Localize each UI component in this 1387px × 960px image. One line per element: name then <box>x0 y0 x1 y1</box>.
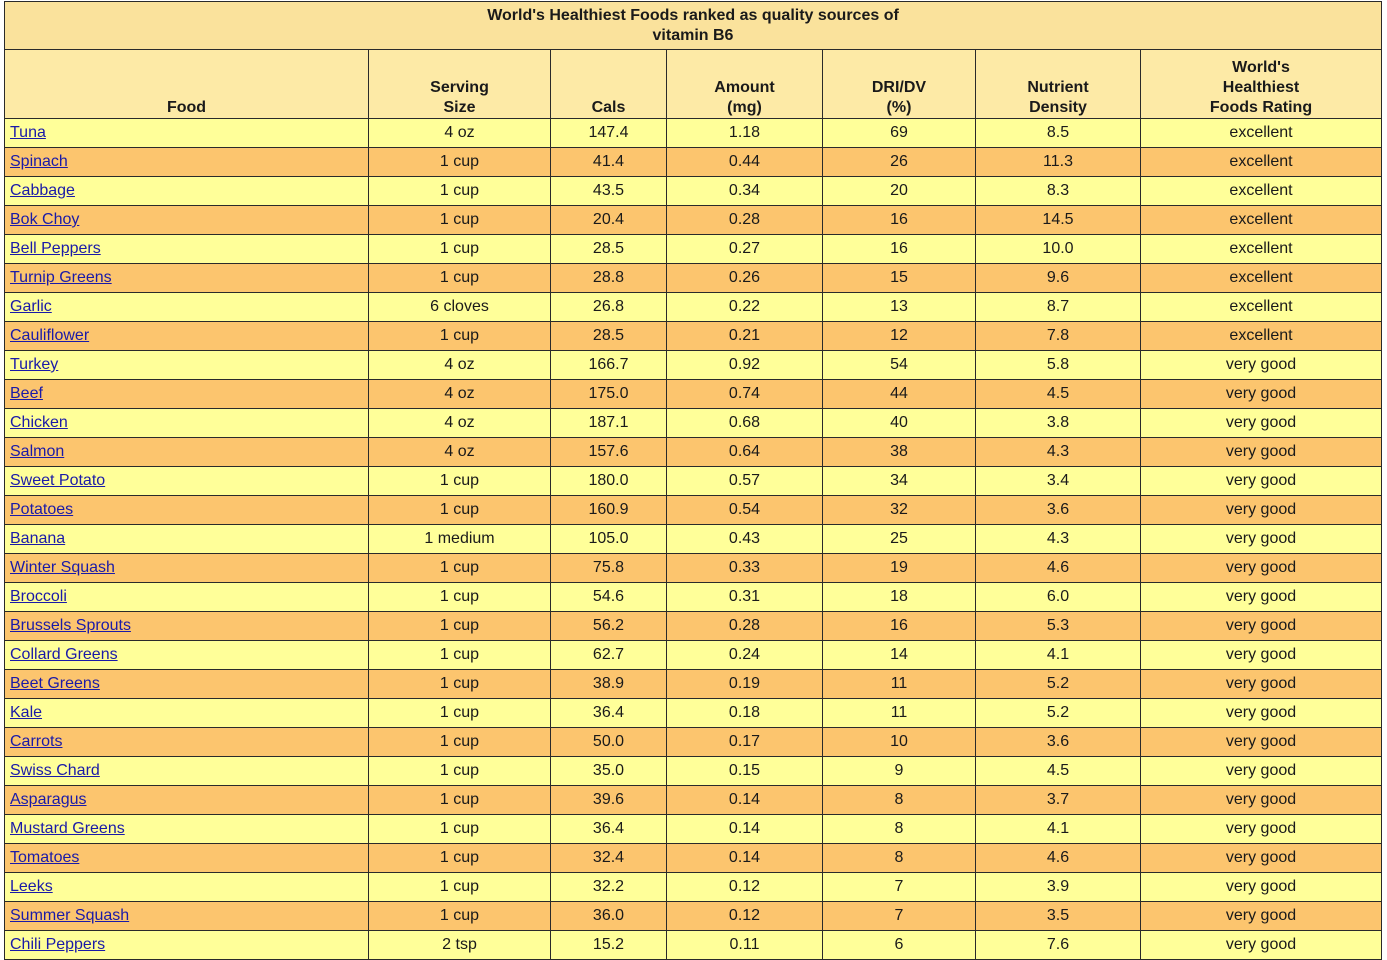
food-link[interactable]: Sweet Potato <box>10 472 106 489</box>
food-cell <box>5 119 369 148</box>
nutrient-density-cell: 11.3 <box>976 148 1141 177</box>
amount-cell: 0.26 <box>667 264 823 293</box>
nutrient-density-cell: 5.2 <box>976 670 1141 699</box>
food-link[interactable]: Garlic <box>10 298 52 315</box>
nutrient-density-cell: 7.6 <box>976 931 1141 960</box>
calories-cell: 166.7 <box>551 351 667 380</box>
food-link[interactable]: Beef <box>10 385 43 402</box>
table-row <box>5 525 1382 554</box>
calories-cell: 157.6 <box>551 438 667 467</box>
food-link[interactable]: Beet Greens <box>10 675 100 692</box>
serving-size-cell: 1 cup <box>369 844 551 873</box>
rating-cell: excellent <box>1141 264 1382 293</box>
vitamin-b6-table <box>4 1 1382 960</box>
dri-dv-cell: 6 <box>823 931 976 960</box>
food-cell <box>5 438 369 467</box>
food-cell <box>5 235 369 264</box>
serving-size-cell: 1 cup <box>369 235 551 264</box>
table-row <box>5 322 1382 351</box>
table-title-line2: vitamin B6 <box>652 26 734 44</box>
rating-cell: very good <box>1141 844 1382 873</box>
rating-cell: very good <box>1141 612 1382 641</box>
nutrient-density-cell: 4.3 <box>976 438 1141 467</box>
food-cell <box>5 293 369 322</box>
food-cell <box>5 844 369 873</box>
calories-cell: 56.2 <box>551 612 667 641</box>
rating-cell: very good <box>1141 583 1382 612</box>
serving-size-cell: 1 cup <box>369 177 551 206</box>
nutrient-density-cell: 14.5 <box>976 206 1141 235</box>
dri-dv-cell: 7 <box>823 902 976 931</box>
amount-cell: 0.54 <box>667 496 823 525</box>
table-body <box>5 119 1382 960</box>
dri-dv-cell: 34 <box>823 467 976 496</box>
food-cell <box>5 728 369 757</box>
amount-cell: 0.74 <box>667 380 823 409</box>
dri-dv-cell: 54 <box>823 351 976 380</box>
amount-cell: 0.92 <box>667 351 823 380</box>
serving-size-cell: 2 tsp <box>369 931 551 960</box>
nutrient-density-cell: 3.6 <box>976 728 1141 757</box>
food-link[interactable]: Turnip Greens <box>10 269 112 286</box>
food-cell <box>5 757 369 786</box>
serving-size-cell: 1 cup <box>369 902 551 931</box>
serving-size-cell: 1 cup <box>369 496 551 525</box>
serving-size-cell: 4 oz <box>369 438 551 467</box>
table-row <box>5 931 1382 960</box>
calories-cell: 36.4 <box>551 699 667 728</box>
table-row <box>5 496 1382 525</box>
rating-cell: excellent <box>1141 119 1382 148</box>
nutrient-density-cell: 3.5 <box>976 902 1141 931</box>
nutrient-density-cell: 4.5 <box>976 757 1141 786</box>
dri-dv-cell: 15 <box>823 264 976 293</box>
nutrient-density-cell: 4.1 <box>976 641 1141 670</box>
table-row <box>5 264 1382 293</box>
serving-size-cell: 4 oz <box>369 409 551 438</box>
serving-size-cell: 4 oz <box>369 119 551 148</box>
nutrient-density-cell: 4.5 <box>976 380 1141 409</box>
serving-size-cell: 1 cup <box>369 670 551 699</box>
food-link[interactable]: Chicken <box>10 414 68 431</box>
dri-dv-cell: 8 <box>823 844 976 873</box>
amount-cell: 0.44 <box>667 148 823 177</box>
amount-cell: 0.17 <box>667 728 823 757</box>
amount-cell: 0.12 <box>667 873 823 902</box>
rating-cell: very good <box>1141 699 1382 728</box>
calories-cell: 28.5 <box>551 235 667 264</box>
amount-cell: 1.18 <box>667 119 823 148</box>
serving-size-cell: 1 cup <box>369 786 551 815</box>
rating-cell: excellent <box>1141 322 1382 351</box>
serving-size-cell: 1 cup <box>369 873 551 902</box>
food-link[interactable]: Cabbage <box>10 182 75 199</box>
calories-cell: 41.4 <box>551 148 667 177</box>
rating-cell: very good <box>1141 757 1382 786</box>
dri-dv-cell: 14 <box>823 641 976 670</box>
serving-size-cell: 1 cup <box>369 583 551 612</box>
amount-cell: 0.19 <box>667 670 823 699</box>
food-link[interactable]: Spinach <box>10 153 68 170</box>
dri-dv-cell: 13 <box>823 293 976 322</box>
food-cell <box>5 322 369 351</box>
calories-cell: 36.0 <box>551 902 667 931</box>
food-link[interactable]: Winter Squash <box>10 559 115 576</box>
table-title <box>5 2 1382 50</box>
amount-cell: 0.31 <box>667 583 823 612</box>
amount-cell: 0.14 <box>667 786 823 815</box>
food-cell <box>5 583 369 612</box>
table-row <box>5 612 1382 641</box>
table-row <box>5 844 1382 873</box>
food-link[interactable]: Tomatoes <box>10 849 80 866</box>
calories-cell: 26.8 <box>551 293 667 322</box>
amount-cell: 0.33 <box>667 554 823 583</box>
header-serving-size: Serving Size <box>369 50 551 119</box>
amount-cell: 0.18 <box>667 699 823 728</box>
rating-cell: very good <box>1141 525 1382 554</box>
dri-dv-cell: 40 <box>823 409 976 438</box>
amount-cell: 0.34 <box>667 177 823 206</box>
calories-cell: 43.5 <box>551 177 667 206</box>
dri-dv-cell: 18 <box>823 583 976 612</box>
amount-cell: 0.11 <box>667 931 823 960</box>
food-link[interactable]: Broccoli <box>10 588 67 605</box>
amount-cell: 0.68 <box>667 409 823 438</box>
table-row <box>5 699 1382 728</box>
rating-cell: very good <box>1141 380 1382 409</box>
amount-cell: 0.14 <box>667 844 823 873</box>
table-row <box>5 786 1382 815</box>
serving-size-cell: 1 cup <box>369 757 551 786</box>
serving-size-cell: 1 medium <box>369 525 551 554</box>
nutrient-density-cell: 3.8 <box>976 409 1141 438</box>
dri-dv-cell: 8 <box>823 815 976 844</box>
serving-size-cell: 6 cloves <box>369 293 551 322</box>
table-row <box>5 235 1382 264</box>
table-row <box>5 757 1382 786</box>
table-title-line1: World's Healthiest Foods ranked as quality sources of <box>487 6 899 24</box>
food-link[interactable]: Brussels Sprouts <box>10 617 131 634</box>
serving-size-cell: 1 cup <box>369 554 551 583</box>
calories-cell: 20.4 <box>551 206 667 235</box>
dri-dv-cell: 20 <box>823 177 976 206</box>
calories-cell: 28.5 <box>551 322 667 351</box>
calories-cell: 105.0 <box>551 525 667 554</box>
header-amount: Amount (mg) <box>667 50 823 119</box>
amount-cell: 0.27 <box>667 235 823 264</box>
dri-dv-cell: 69 <box>823 119 976 148</box>
food-cell <box>5 873 369 902</box>
food-link[interactable]: Summer Squash <box>10 907 130 924</box>
food-cell <box>5 699 369 728</box>
nutrient-density-cell: 3.6 <box>976 496 1141 525</box>
food-link[interactable]: Tuna <box>10 124 46 141</box>
table-row <box>5 177 1382 206</box>
dri-dv-cell: 16 <box>823 612 976 641</box>
table-row <box>5 873 1382 902</box>
calories-cell: 15.2 <box>551 931 667 960</box>
calories-cell: 160.9 <box>551 496 667 525</box>
nutrient-density-cell: 5.8 <box>976 351 1141 380</box>
nutrient-density-cell: 3.7 <box>976 786 1141 815</box>
calories-cell: 175.0 <box>551 380 667 409</box>
serving-size-cell: 1 cup <box>369 641 551 670</box>
amount-cell: 0.12 <box>667 902 823 931</box>
table-row <box>5 148 1382 177</box>
nutrient-table-container <box>4 1 1381 960</box>
rating-cell: very good <box>1141 931 1382 960</box>
rating-cell: very good <box>1141 554 1382 583</box>
food-cell <box>5 612 369 641</box>
food-cell <box>5 902 369 931</box>
calories-cell: 187.1 <box>551 409 667 438</box>
rating-cell: excellent <box>1141 206 1382 235</box>
calories-cell: 62.7 <box>551 641 667 670</box>
dri-dv-cell: 25 <box>823 525 976 554</box>
food-link[interactable]: Kale <box>10 704 43 721</box>
food-link[interactable]: Leeks <box>10 878 53 895</box>
table-row <box>5 351 1382 380</box>
rating-cell: very good <box>1141 670 1382 699</box>
table-row <box>5 438 1382 467</box>
dri-dv-cell: 26 <box>823 148 976 177</box>
food-link[interactable]: Cauliflower <box>10 327 90 344</box>
rating-cell: very good <box>1141 786 1382 815</box>
calories-cell: 75.8 <box>551 554 667 583</box>
dri-dv-cell: 12 <box>823 322 976 351</box>
nutrient-density-cell: 4.1 <box>976 815 1141 844</box>
food-cell <box>5 351 369 380</box>
food-cell <box>5 409 369 438</box>
serving-size-cell: 1 cup <box>369 612 551 641</box>
nutrient-density-cell: 4.6 <box>976 844 1141 873</box>
nutrient-density-cell: 8.7 <box>976 293 1141 322</box>
food-link[interactable]: Chili Peppers <box>10 936 106 953</box>
rating-cell: very good <box>1141 438 1382 467</box>
table-row <box>5 902 1382 931</box>
header-cals: Cals <box>551 50 667 119</box>
rating-cell: very good <box>1141 467 1382 496</box>
food-link[interactable]: Collard Greens <box>10 646 118 663</box>
amount-cell: 0.22 <box>667 293 823 322</box>
nutrient-density-cell: 5.2 <box>976 699 1141 728</box>
serving-size-cell: 4 oz <box>369 380 551 409</box>
table-row <box>5 119 1382 148</box>
food-cell <box>5 815 369 844</box>
food-link[interactable]: Turkey <box>10 356 59 373</box>
food-cell <box>5 380 369 409</box>
dri-dv-cell: 11 <box>823 670 976 699</box>
dri-dv-cell: 38 <box>823 438 976 467</box>
food-cell <box>5 148 369 177</box>
food-link[interactable]: Bell Peppers <box>10 240 101 257</box>
amount-cell: 0.43 <box>667 525 823 554</box>
rating-cell: very good <box>1141 641 1382 670</box>
dri-dv-cell: 11 <box>823 699 976 728</box>
food-link[interactable]: Asparagus <box>10 791 87 808</box>
rating-cell: very good <box>1141 902 1382 931</box>
amount-cell: 0.64 <box>667 438 823 467</box>
calories-cell: 35.0 <box>551 757 667 786</box>
calories-cell: 54.6 <box>551 583 667 612</box>
food-cell <box>5 931 369 960</box>
dri-dv-cell: 44 <box>823 380 976 409</box>
serving-size-cell: 1 cup <box>369 322 551 351</box>
rating-cell: very good <box>1141 496 1382 525</box>
food-cell <box>5 670 369 699</box>
calories-cell: 28.8 <box>551 264 667 293</box>
dri-dv-cell: 9 <box>823 757 976 786</box>
food-link[interactable]: Swiss Chard <box>10 762 100 779</box>
table-row <box>5 206 1382 235</box>
rating-cell: very good <box>1141 873 1382 902</box>
food-cell <box>5 467 369 496</box>
dri-dv-cell: 32 <box>823 496 976 525</box>
header-nutrient-density: Nutrient Density <box>976 50 1141 119</box>
rating-cell: very good <box>1141 728 1382 757</box>
calories-cell: 36.4 <box>551 815 667 844</box>
calories-cell: 32.4 <box>551 844 667 873</box>
amount-cell: 0.28 <box>667 206 823 235</box>
serving-size-cell: 1 cup <box>369 467 551 496</box>
dri-dv-cell: 16 <box>823 206 976 235</box>
nutrient-density-cell: 3.4 <box>976 467 1141 496</box>
nutrient-density-cell: 9.6 <box>976 264 1141 293</box>
food-cell <box>5 786 369 815</box>
rating-cell: excellent <box>1141 235 1382 264</box>
nutrient-density-cell: 5.3 <box>976 612 1141 641</box>
dri-dv-cell: 19 <box>823 554 976 583</box>
serving-size-cell: 1 cup <box>369 728 551 757</box>
nutrient-density-cell: 8.5 <box>976 119 1141 148</box>
food-link[interactable]: Potatoes <box>10 501 74 518</box>
table-row <box>5 815 1382 844</box>
nutrient-density-cell: 4.3 <box>976 525 1141 554</box>
food-cell <box>5 264 369 293</box>
calories-cell: 32.2 <box>551 873 667 902</box>
nutrient-density-cell: 7.8 <box>976 322 1141 351</box>
serving-size-cell: 1 cup <box>369 264 551 293</box>
nutrient-density-cell: 6.0 <box>976 583 1141 612</box>
header-food: Food <box>5 50 369 119</box>
table-row <box>5 554 1382 583</box>
rating-cell: very good <box>1141 409 1382 438</box>
table-row <box>5 641 1382 670</box>
food-cell <box>5 641 369 670</box>
amount-cell: 0.14 <box>667 815 823 844</box>
dri-dv-cell: 16 <box>823 235 976 264</box>
header-dri-dv: DRI/DV (%) <box>823 50 976 119</box>
rating-cell: very good <box>1141 815 1382 844</box>
food-cell <box>5 206 369 235</box>
calories-cell: 147.4 <box>551 119 667 148</box>
amount-cell: 0.21 <box>667 322 823 351</box>
serving-size-cell: 1 cup <box>369 815 551 844</box>
rating-cell: excellent <box>1141 293 1382 322</box>
nutrient-density-cell: 4.6 <box>976 554 1141 583</box>
table-row <box>5 467 1382 496</box>
table-row <box>5 670 1382 699</box>
food-link[interactable]: Bok Choy <box>10 211 80 228</box>
calories-cell: 39.6 <box>551 786 667 815</box>
food-link[interactable]: Salmon <box>10 443 65 460</box>
dri-dv-cell: 10 <box>823 728 976 757</box>
serving-size-cell: 1 cup <box>369 699 551 728</box>
rating-cell: excellent <box>1141 177 1382 206</box>
food-link[interactable]: Mustard Greens <box>10 820 125 837</box>
nutrient-density-cell: 8.3 <box>976 177 1141 206</box>
amount-cell: 0.15 <box>667 757 823 786</box>
calories-cell: 180.0 <box>551 467 667 496</box>
calories-cell: 38.9 <box>551 670 667 699</box>
serving-size-cell: 1 cup <box>369 148 551 177</box>
food-link[interactable]: Carrots <box>10 733 63 750</box>
table-row <box>5 293 1382 322</box>
table-row <box>5 409 1382 438</box>
rating-cell: very good <box>1141 351 1382 380</box>
food-link[interactable]: Banana <box>10 530 66 547</box>
amount-cell: 0.28 <box>667 612 823 641</box>
calories-cell: 50.0 <box>551 728 667 757</box>
nutrient-density-cell: 10.0 <box>976 235 1141 264</box>
food-cell <box>5 177 369 206</box>
table-row <box>5 380 1382 409</box>
dri-dv-cell: 8 <box>823 786 976 815</box>
serving-size-cell: 4 oz <box>369 351 551 380</box>
serving-size-cell: 1 cup <box>369 206 551 235</box>
food-cell <box>5 554 369 583</box>
table-row <box>5 728 1382 757</box>
nutrient-density-cell: 3.9 <box>976 873 1141 902</box>
dri-dv-cell: 7 <box>823 873 976 902</box>
rating-cell: excellent <box>1141 148 1382 177</box>
amount-cell: 0.57 <box>667 467 823 496</box>
food-cell <box>5 525 369 554</box>
amount-cell: 0.24 <box>667 641 823 670</box>
food-cell <box>5 496 369 525</box>
header-whf-rating: World's Healthiest Foods Rating <box>1141 50 1382 119</box>
table-row <box>5 583 1382 612</box>
